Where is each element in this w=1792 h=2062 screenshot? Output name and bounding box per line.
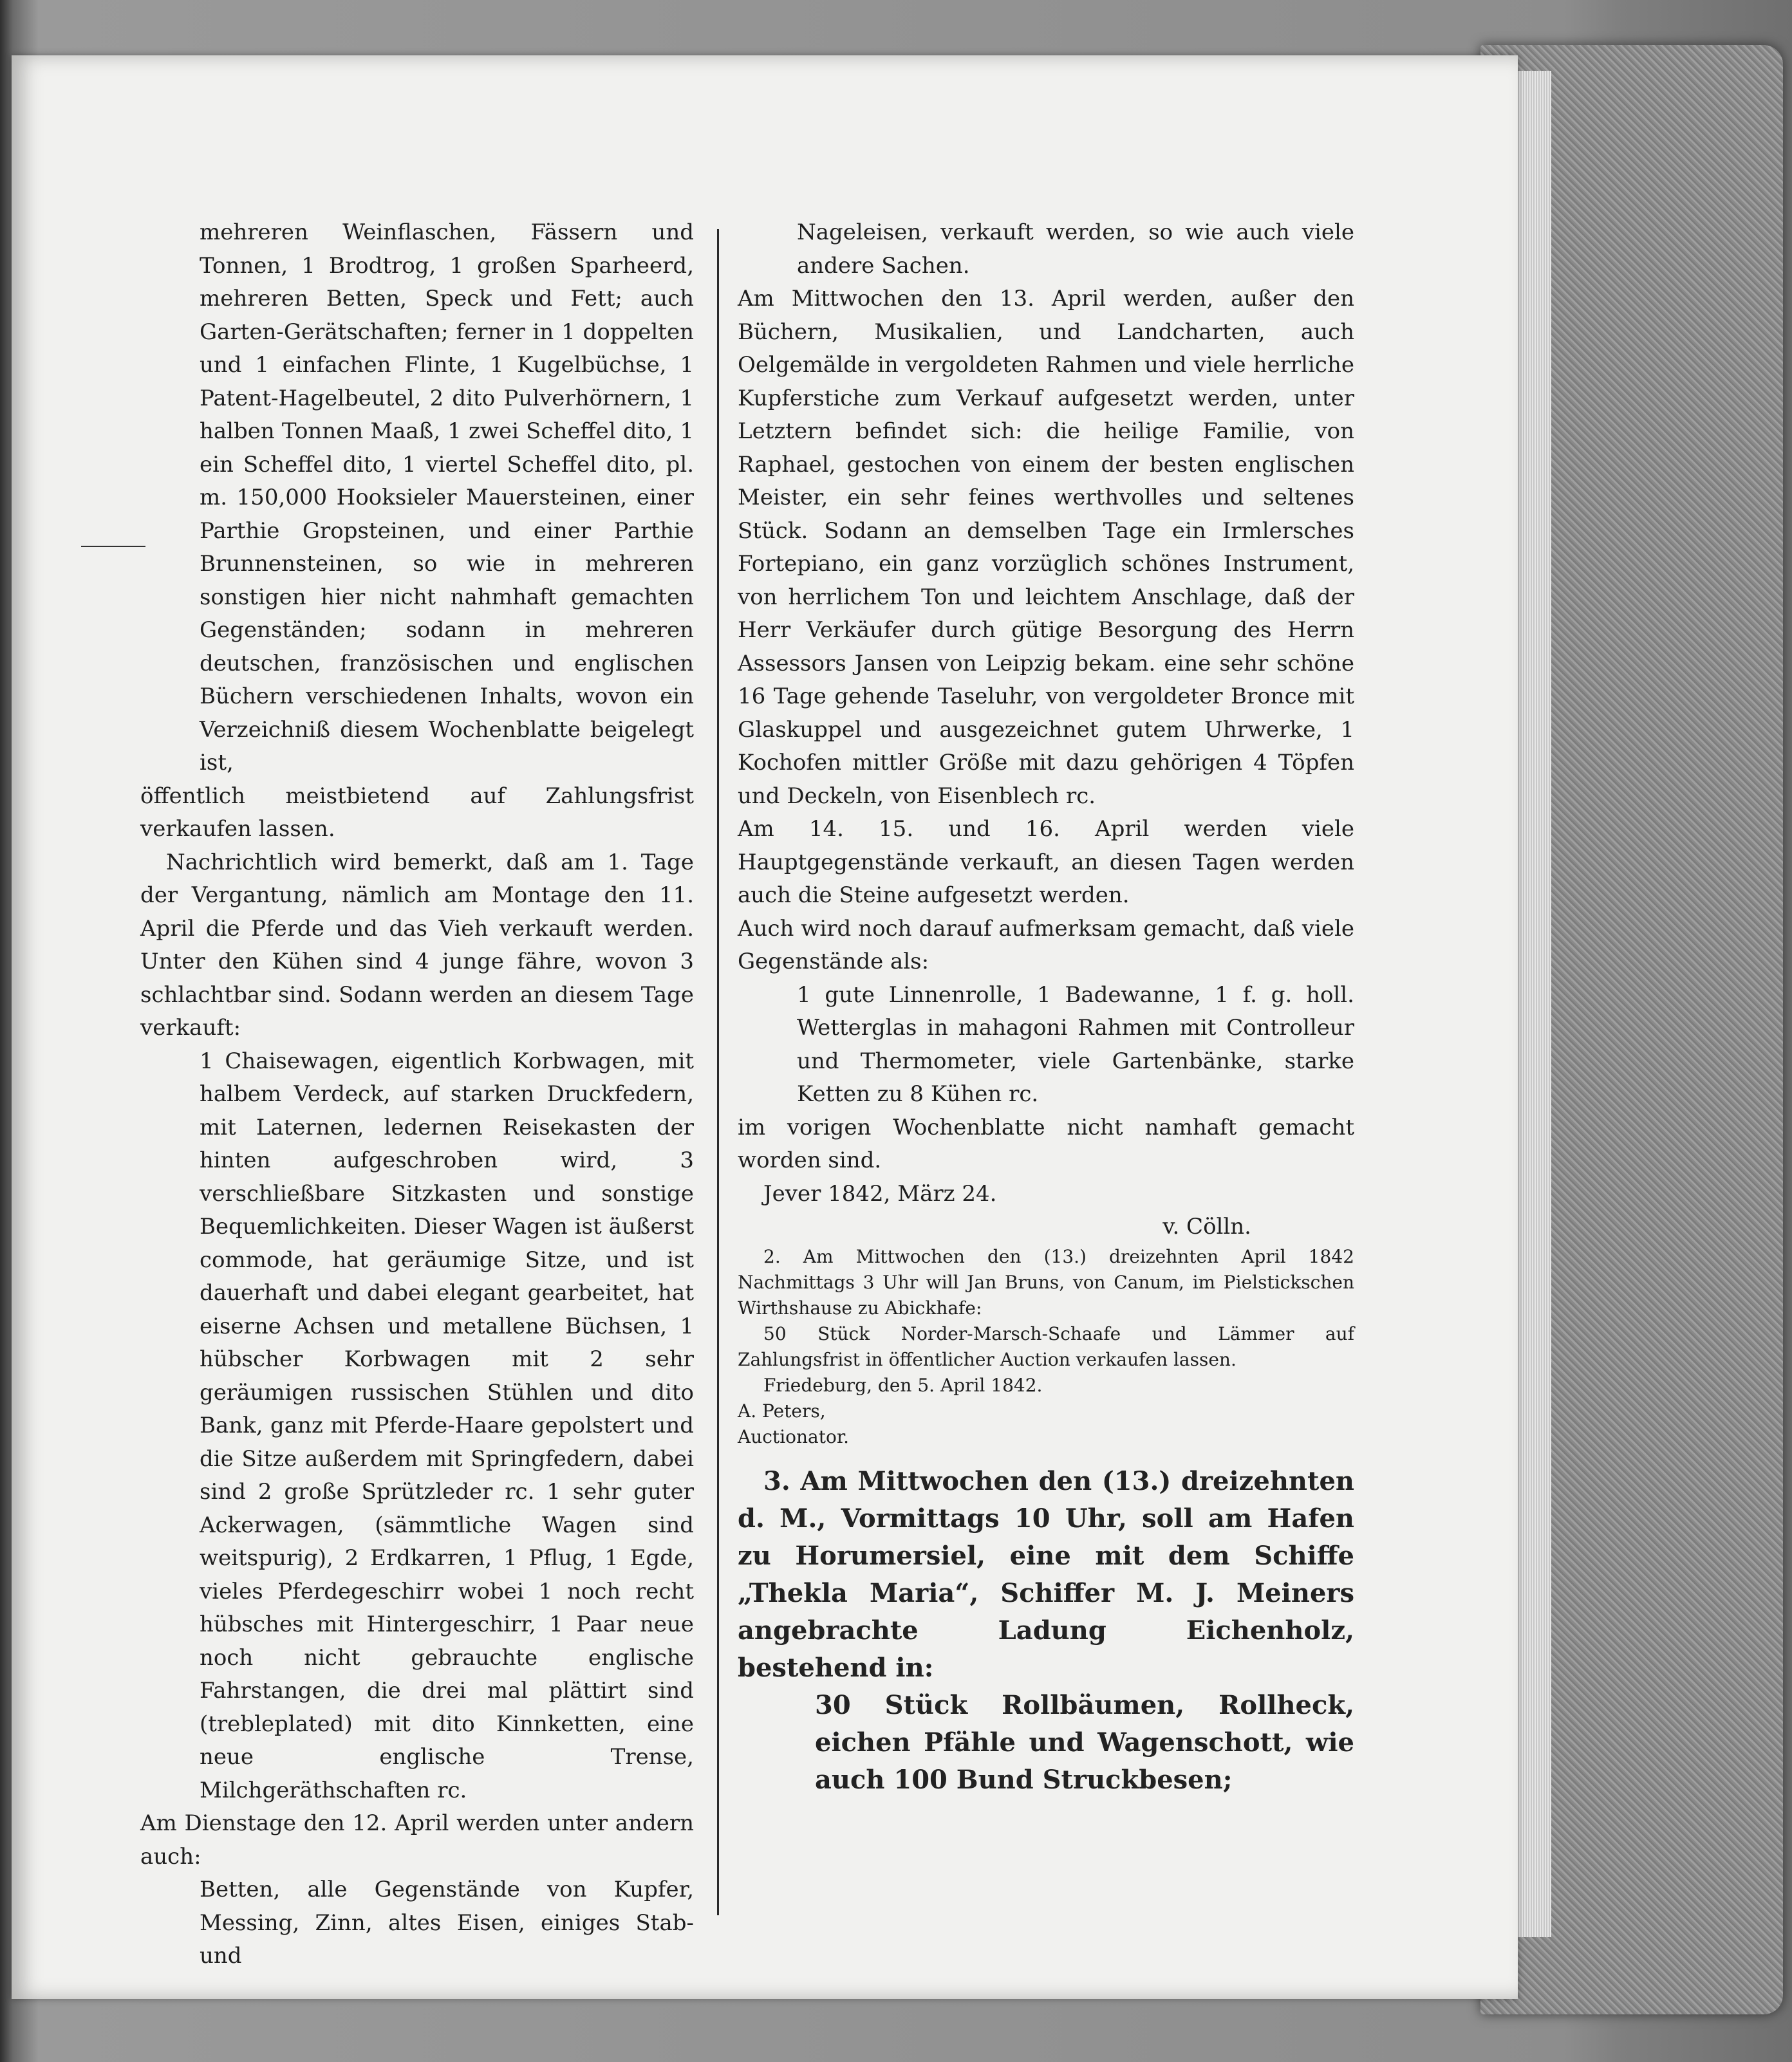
notice-2-date: Friedeburg, den 5. April 1842.: [763, 1374, 1043, 1396]
right-paragraph-3: Am 14. 15. und 16. April werden viele Hauptgegenstände verkauft, an diesen Tagen werden auch die Steine aufgesetzt werden.: [738, 816, 1354, 908]
left-paragraph-5: Am Dienstage den 12. April werden unter andern auch:: [140, 1810, 694, 1870]
right-paragraph-4: Auch wird noch darauf aufmerksam gemacht, daß viele Gegenstände als:: [738, 915, 1354, 974]
right-column: [738, 216, 1354, 1799]
signature-v-colln: v. Cölln.: [1162, 1214, 1251, 1240]
left-column: [140, 216, 694, 1973]
notice-3-items: 30 Stück Rollbäumen, Rollheck, eichen Pfähle und Wagenschott, wie auch 100 Bund Struckbesen;: [815, 1689, 1354, 1795]
notice-2-items: 50 Stück Norder-Marsch-Schaafe und Lämmer auf Zahlungsfrist in öffentlicher Auction verkaufen lassen.: [738, 1323, 1354, 1370]
left-paragraph-4: 1 Chaisewagen, eigentlich Korbwagen, mit halbem Verdeck, auf starken Druckfedern, mit Laternen, ledernen Reisekasten der hinten aufgeschroben wird, 3 verschließbare Sitzkasten und sonstige Bequemlichkeiten. Dieser Wagen ist äußerst commode, hat geräumige Sitze, und ist dauerhaft und dabei elegant gearbeitet, hat eiserne Achsen und metallene Büchsen, 1 hübscher Korbwagen mit 2 sehr geräumigen russischen Stühlen und dito Bank, ganz mit Pferde-Haare gepolstert und die Sitze außerdem mit Springfedern, dabei sind 2 große Sprützleder rc. 1 sehr guter Ackerwagen, (sämmtliche Wagen sind weitspurig), 2 Erdkarren, 1 Pflug, 1 Egde, vieles Pferdegeschirr wobei 1 noch recht hübsches mit Hintergeschirr, 1 Paar neue noch nicht gebrauchte englische Fahrstangen, die drei mal plättirt sind (trebleplated) mit dito Kinnketten, eine neue englische Trense, Milchgeräthschaften rc.: [200, 1048, 694, 1803]
notice-2-text: 2. Am Mittwochen den (13.) dreizehnten April 1842 Nachmittags 3 Uhr will Jan Bruns, von Canum, im Pielstickschen Wirthshause zu Abickhafe:: [738, 1245, 1354, 1319]
left-paragraph-3: Nachrichtlich wird bemerkt, daß am 1. Tage der Vergantung, nämlich am Montage den 11. April die Pferde und das Vieh verkauft werden. Unter den Kühen sind 4 junge fähre, wovon 3 schlachtbar sind. Sodann werden an diesem Tage verkauft:: [140, 849, 694, 1041]
right-paragraph-5: 1 gute Linnenrolle, 1 Badewanne, 1 f. g. holl. Wetterglas in mahagoni Rahmen mit Controlleur und Thermometer, viele Gartenbänke, starke Ketten zu 8 Kühen rc.: [797, 981, 1354, 1107]
left-paragraph-2: öffentlich meistbietend auf Zahlungsfrist verkaufen lassen.: [140, 783, 694, 842]
notice-3-text: 3. Am Mittwochen den (13.) dreizehnten d. M., Vormittags 10 Uhr, soll am Hafen zu Horumersiel, eine mit dem Schiffe „Thekla Maria“, Schiffer M. J. Meiners angebrachte Ladung Eichenholz, bestehend in:: [738, 1465, 1354, 1683]
right-paragraph-2: Am Mittwochen den 13. April werden, außer den Büchern, Musikalien, und Landcharten, auch Oelgemälde in vergoldeten Rahmen und viele herrliche Kupferstiche zum Verkauf aufgesetzt werden, unter Letztern befindet sich: die heilige Familie, von Raphael, gestochen von einem der besten englischen Meister, ein sehr feines werthvolles und seltenes Stück. Sodann an demselben Tage ein Irmlersches Fortepiano, ein ganz vorzüglich schönes Instrument, von herrlichem Ton und leichtem Anschlage, daß der Herr Verkäufer durch gütige Besorgung des Herrn Assessors Jansen von Leipzig bekam. eine sehr schöne 16 Tage gehende Taseluhr, von vergoldeter Bronce mit Glaskuppel und ausgezeichnet gutem Uhrwerke, 1 Kochofen mittler Größe mit dazu gehörigen 4 Töpfen und Deckeln, von Eisenblech rc.: [738, 286, 1354, 809]
date-line: Jever 1842, März 24.: [763, 1180, 997, 1207]
notice-2-title: Auctionator.: [738, 1426, 850, 1447]
column-divider: [717, 229, 719, 1915]
right-paragraph-6: im vorigen Wochenblatte nicht namhaft gemacht worden sind.: [738, 1114, 1354, 1173]
margin-dash: [81, 546, 145, 547]
left-paragraph-1: mehreren Weinflaschen, Fässern und Tonnen, 1 Brodtrog, 1 großen Sparheerd, mehreren Betten, Speck und Fett; auch Garten-Gerätschaften; ferner in 1 doppelten und 1 einfachen Flinte, 1 Kugelbüchse, 1 Patent-Hagelbeutel, 2 dito Pulverhörnern, 1 halben Tonnen Maaß, 1 zwei Scheffel dito, 1 ein Scheffel dito, 1 viertel Scheffel dito, pl. m. 150,000 Hooksieler Mauersteinen, einer Parthie Gropsteinen, und einer Parthie Brunnensteinen, so wie in mehreren sonstigen hier nicht nahmhaft gemachten Gegenständen; sodann in mehreren deutschen, französischen und englischen Büchern verschiedenen Inhalts, wovon ein Verzeichniß diesem Wochenblatte beigelegt ist,: [200, 219, 694, 776]
notice-3: [738, 1463, 1354, 1799]
book-page: [12, 55, 1518, 1999]
left-paragraph-6: Betten, alle Gegenstände von Kupfer, Messing, Zinn, altes Eisen, einiges Stab- und: [200, 1877, 694, 1969]
notice-2-signature: A. Peters,: [738, 1400, 826, 1422]
notice-2: [738, 1244, 1354, 1450]
right-paragraph-1: Nageleisen, verkauft werden, so wie auch viele andere Sachen.: [797, 219, 1354, 279]
